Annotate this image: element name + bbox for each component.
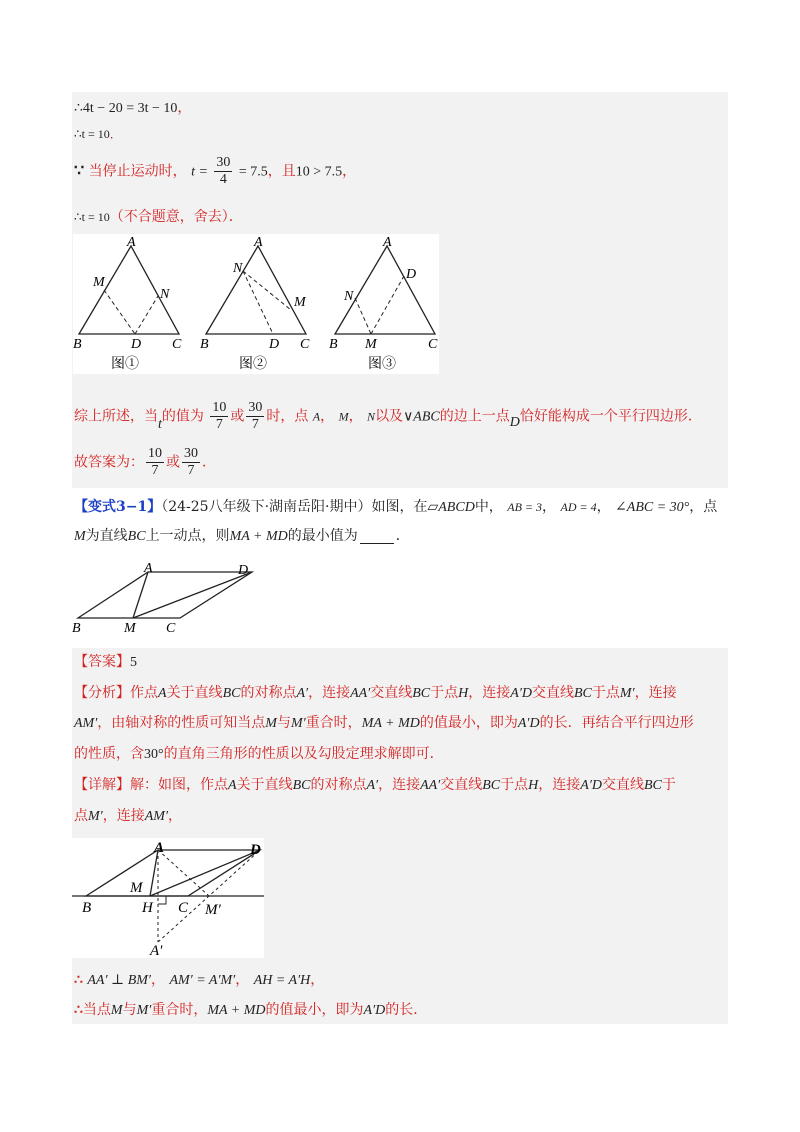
figure-1: [73, 235, 182, 372]
fraction-30-4: $\frac{30}{4}$: [216, 155, 231, 187]
label-c-1: C: [172, 337, 182, 352]
label-b-detail: B: [82, 900, 92, 916]
parallelogram-svg: [70, 558, 270, 638]
analysis-line-3: 的性质，含30°的直角三角形的性质以及勾股定理求解即可．: [74, 746, 444, 762]
detail-label: 【详解】: [74, 777, 130, 793]
label-a-1: A: [127, 235, 136, 250]
label-a-detail: A: [154, 840, 165, 856]
label-c: C: [166, 621, 176, 636]
label-n-2: N: [233, 261, 243, 276]
summary-line: 综上所述，当t的值为 $\frac{10}{7}$ 或 $\frac{30}{7}$ 时，点 A， M， N以及∨ABC的边上一点D恰好能构成一个平行四边形．: [74, 400, 702, 432]
detail-line-1: 【详解】解：如图，作点A关于直线BC的对称点A′，连接AA′交直线BC于点H，连接A′D交直线BC于: [74, 777, 676, 793]
answer-blank[interactable]: [360, 543, 394, 544]
answer-line: [74, 652, 137, 673]
segment-am-detail: [150, 850, 158, 896]
solution-line-4: ∴t = 10（不合题意，舍去）．: [74, 209, 243, 225]
conclusion-line-2: ∴当点M与M′重合时，MA + MD的值最小，即为A′D的长．: [74, 1002, 428, 1018]
label-c-detail: C: [178, 900, 189, 916]
dashed-md-3: [371, 276, 404, 334]
label-mp-detail: M′: [205, 902, 221, 918]
problem-line-2: M为直线BC上一动点，则MA + MD的最小值为 ．: [74, 528, 410, 544]
analysis-line-2: AM′，由轴对称的性质可知当点M与M′重合时，MA + MD的值最小，即为A′D的长．再结合平行四边形: [74, 715, 694, 731]
label-m-2: M: [294, 295, 306, 310]
label-h-detail: H: [142, 900, 153, 916]
label-b-3: B: [329, 337, 338, 352]
label-c-2: C: [300, 337, 310, 352]
label-m-1: M: [93, 275, 105, 290]
label-b-2: B: [200, 337, 209, 352]
label-m-detail: M: [130, 880, 143, 896]
parallelogram-abcd: [78, 572, 252, 618]
answer-fraction-30-7: $\frac{30}{7}$: [184, 446, 198, 478]
conclusion-line-1: ∴ AA′ ⊥ BM′， AM′ = A′M′， AH = A′H，: [74, 972, 325, 988]
answer-fraction-10-7: $\frac{10}{7}$: [148, 446, 162, 478]
label-d-3: D: [406, 267, 417, 282]
label-ap-detail: A′: [150, 943, 163, 958]
label-a-3: A: [383, 235, 392, 250]
dashed-dn-1: [135, 296, 158, 334]
segment-md-detail: [150, 850, 260, 896]
dashed-nm-2: [243, 271, 291, 310]
triangle-abc-2: [206, 246, 306, 334]
label-n-3: N: [344, 289, 354, 304]
label-m: M: [124, 621, 136, 636]
label-d-1: D: [131, 337, 142, 352]
caption-fig-1: 图①: [111, 357, 139, 372]
triangle-figures-svg: [73, 234, 439, 374]
label-n-1: N: [160, 287, 170, 302]
dashed-md-1: [104, 290, 135, 334]
answer-value: 5: [130, 655, 137, 670]
segment-md: [133, 572, 252, 618]
label-a-2: A: [254, 235, 263, 250]
fraction-10-7: $\frac{10}{7}$: [212, 400, 227, 432]
triangle-figures: [73, 234, 439, 374]
label-d: D: [238, 563, 249, 578]
right-angle-mark: [158, 896, 166, 904]
answer-block: [72, 648, 728, 1024]
label-b-1: B: [73, 337, 82, 352]
analysis-label: 【分析】: [74, 685, 130, 701]
problem-line-1: 【变式3−1】（24-25八年级下·湖南岳阳·期中）如图，在▱ABCD中， AB = 3， AD = 4， ∠ABC = 30°，点: [74, 499, 718, 515]
figure-3: [329, 235, 438, 372]
label-m-3: M: [365, 337, 377, 352]
detail-figure: [72, 838, 264, 958]
segment-am: [133, 572, 148, 618]
figure-2: [200, 235, 310, 372]
label-d-2: D: [269, 337, 280, 352]
variant-tag: 【变式3−1】: [74, 499, 162, 515]
label-c-3: C: [428, 337, 438, 352]
dashed-nm-3: [355, 298, 371, 334]
detail-figure-svg: [72, 838, 264, 958]
analysis-line-1: 【分析】作点A关于直线BC的对称点A′，连接AA′交直线BC于点H，连接A′D交直线BC于点M′，连接: [74, 685, 677, 701]
caption-fig-2: 图②: [239, 357, 267, 372]
solution-line-1: ∴4t − 20 = 3t − 10，: [74, 100, 192, 116]
parallelogram-figure: [70, 558, 270, 638]
caption-fig-3: 图③: [368, 357, 396, 372]
fraction-30-7: $\frac{30}{7}$: [248, 400, 263, 432]
label-a: A: [144, 561, 153, 576]
answer-summary-line: 故答案为： $\frac{10}{7}$ 或 $\frac{30}{7}$ ．: [74, 446, 216, 478]
label-d-detail: D: [250, 842, 261, 858]
answer-label: 【答案】: [74, 654, 130, 670]
label-b: B: [72, 621, 81, 636]
solution-line-3: ∵ 当停止运动时， t = $\frac{30}{4}$ = 7.5，且10 > 7.5，: [74, 155, 357, 187]
solution-line-2: ∴t = 10．: [74, 127, 122, 141]
detail-line-2: 点M′，连接AM′，: [74, 808, 183, 824]
dashed-nd-2: [243, 271, 273, 334]
